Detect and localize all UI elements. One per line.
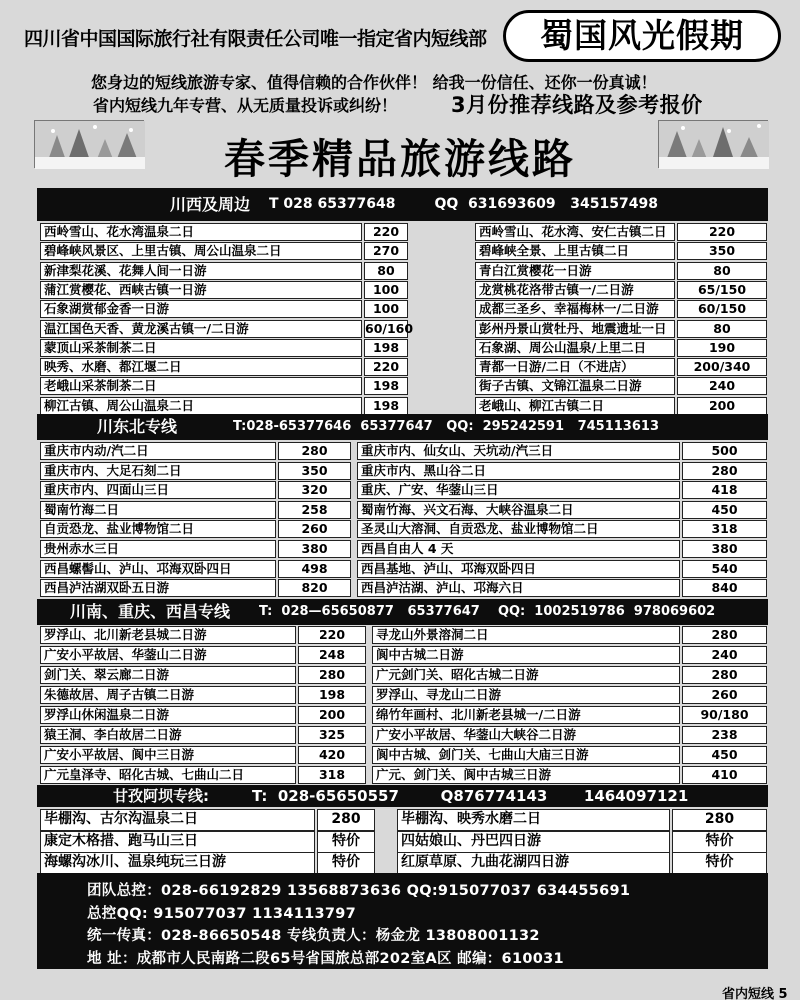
route-price: 80	[364, 262, 408, 280]
route-price: 198	[364, 377, 408, 395]
fax-contact: 统一传真：028-86650548 专线负责人：杨金龙 13808001132	[87, 928, 540, 944]
page-label: 省内短线 5	[722, 987, 788, 1002]
route-price: 240	[677, 377, 767, 395]
snow-scene-image	[34, 120, 144, 168]
route-price: 240	[682, 646, 767, 664]
route-price: 100	[364, 300, 408, 318]
section-contact: T: 028-65650557 Q876774143 1464097121	[252, 787, 689, 805]
route-price: 270	[364, 242, 408, 260]
route-price: 198	[364, 397, 408, 415]
route-name: 老峨山、柳江古镇二日	[475, 397, 675, 415]
route-price: 320	[278, 481, 351, 499]
route-row	[37, 665, 768, 685]
route-name: 广元皇泽寺、昭化古城、七曲山二日	[40, 766, 296, 784]
route-row	[37, 745, 768, 765]
route-price: 350	[677, 242, 767, 260]
route-price: 258	[278, 501, 351, 519]
route-name: 西昌泸沽湖双卧五日游	[40, 579, 276, 597]
route-price: 450	[682, 746, 767, 764]
route-row	[37, 645, 768, 665]
route-price: 220	[298, 626, 366, 644]
section-title: 川西及周边	[170, 195, 251, 214]
route-row	[37, 261, 768, 281]
route-price: 325	[298, 726, 366, 744]
route-name: 西岭雪山、花水湾、安仁古镇二日	[475, 223, 675, 241]
route-name: 街子古镇、文锦江温泉二日游	[475, 377, 675, 395]
route-name: 广元剑门关、昭化古城二日游	[372, 666, 680, 684]
route-row	[37, 500, 768, 520]
route-price: 500	[682, 442, 767, 460]
route-row	[37, 808, 768, 828]
route-price: 238	[682, 726, 767, 744]
route-price: 318	[298, 766, 366, 784]
route-row	[37, 578, 768, 598]
section-contact: T 028 65377648 QQ 631693609 345157498	[269, 196, 658, 212]
route-name: 罗浮山、寻龙山二日游	[372, 686, 680, 704]
route-row	[37, 539, 768, 559]
route-price: 190	[677, 339, 767, 357]
route-name: 阆中古城二日游	[372, 646, 680, 664]
route-row	[37, 851, 768, 871]
route-price: 280	[682, 666, 767, 684]
route-name: 西昌泸沽湖、泸山、邛海六日	[357, 579, 680, 597]
snow-scene-image	[658, 120, 768, 168]
route-name: 剑门关、翠云廊二日游	[40, 666, 296, 684]
route-name: 重庆市内、四面山三日	[40, 481, 276, 499]
route-price: 65/150	[677, 281, 767, 299]
section-contact: T: 028—65650877 65377647 QQ: 1002519786 978069602	[259, 604, 716, 619]
route-price: 198	[364, 339, 408, 357]
route-price: 418	[682, 481, 767, 499]
route-name: 映秀、水磨、都江堰二日	[40, 358, 362, 376]
contact-footer	[37, 873, 768, 969]
route-price: 220	[364, 223, 408, 241]
route-name: 西岭雪山、花水湾温泉二日	[40, 223, 362, 241]
route-row	[37, 705, 768, 725]
route-name: 自贡恐龙、盐业博物馆二日	[40, 520, 276, 538]
route-name: 西昌螺髻山、泸山、邛海双卧四日	[40, 560, 276, 578]
route-row	[37, 241, 768, 261]
section-contact: T:028-65377646 65377647 QQ: 295242591 745113613	[233, 419, 659, 434]
route-name: 西昌基地、泸山、邛海双卧四日	[357, 560, 680, 578]
route-price: 540	[682, 560, 767, 578]
route-name: 广安小平故居、华蓥山大峡谷二日游	[372, 726, 680, 744]
route-price: 280	[672, 809, 767, 831]
route-name: 朱德故居、周子古镇二日游	[40, 686, 296, 704]
route-price: 280	[682, 462, 767, 480]
route-name: 青白江赏樱花一日游	[475, 262, 675, 280]
route-price: 特价	[672, 831, 767, 853]
route-row	[37, 480, 768, 500]
team-contact: 团队总控：028-66192829 13568873636 QQ:915077037 634455691	[87, 883, 631, 899]
route-name: 碧峰峡全景、上里古镇二日	[475, 242, 675, 260]
route-price: 200	[298, 706, 366, 724]
route-name: 重庆市内动/汽二日	[40, 442, 276, 460]
route-row	[37, 441, 768, 461]
route-price: 200	[677, 397, 767, 415]
section-header	[37, 785, 768, 807]
qq-contact: 总控QQ: 915077037 1134113797	[87, 906, 357, 922]
route-row	[37, 625, 768, 645]
route-row	[37, 376, 768, 396]
slogan-line: 您身边的短线旅游专家、值得信赖的合作伙伴！ 给我一份信任、还你一份真诚！	[91, 73, 657, 92]
route-name: 蜀南竹海、兴文石海、大峡谷温泉二日	[357, 501, 680, 519]
route-row	[37, 222, 768, 242]
route-name: 贵州赤水三日	[40, 540, 276, 558]
route-price: 80	[677, 320, 767, 338]
route-price: 100	[364, 281, 408, 299]
route-name: 毕棚沟、古尔沟温泉二日	[40, 809, 315, 831]
route-name: 四姑娘山、丹巴四日游	[397, 831, 670, 853]
route-name: 石象湖赏郁金香一日游	[40, 300, 362, 318]
route-name: 成都三圣乡、幸福梅林一/二日游	[475, 300, 675, 318]
section-header	[37, 188, 768, 221]
route-name: 老峨山采茶制茶二日	[40, 377, 362, 395]
route-name: 蜀南竹海二日	[40, 501, 276, 519]
route-name: 毕棚沟、映秀水磨二日	[397, 809, 670, 831]
route-name: 柳江古镇、周公山温泉二日	[40, 397, 362, 415]
route-row	[37, 725, 768, 745]
route-name: 蒲江赏樱花、西峡古镇一日游	[40, 281, 362, 299]
route-price: 318	[682, 520, 767, 538]
section-title: 甘孜阿坝专线:	[113, 787, 209, 805]
route-row	[37, 338, 768, 358]
route-name: 康定木格措、跑马山三日	[40, 831, 315, 853]
route-price: 280	[298, 666, 366, 684]
route-row	[37, 519, 768, 539]
route-price: 特价	[317, 831, 375, 853]
route-name: 绵竹年画村、北川新老县城一/二日游	[372, 706, 680, 724]
slogan-line-2: 省内短线九年专营、从无质量投诉或纠纷！	[93, 96, 398, 115]
route-price: 840	[682, 579, 767, 597]
route-price: 380	[278, 540, 351, 558]
route-row	[37, 765, 768, 785]
route-price: 450	[682, 501, 767, 519]
route-row	[37, 319, 768, 339]
route-name: 碧峰峡风景区、上里古镇、周公山温泉二日	[40, 242, 362, 260]
route-row	[37, 357, 768, 377]
route-name: 寻龙山外景溶洞二日	[372, 626, 680, 644]
route-price: 380	[682, 540, 767, 558]
agency-name: 四川省中国国际旅行社有限责任公司唯一指定省内短线部	[24, 28, 487, 50]
route-name: 青都一日游/二日（不进店）	[475, 358, 675, 376]
route-name: 罗浮山、北川新老县城二日游	[40, 626, 296, 644]
section-title: 川东北专线	[97, 417, 178, 436]
route-name: 西昌自由人 4 天	[357, 540, 680, 558]
monthly-recommendation: 3月份推荐线路及参考报价	[451, 93, 703, 117]
section-header	[37, 414, 768, 440]
route-price: 280	[278, 442, 351, 460]
route-name: 圣灵山大溶洞、自贡恐龙、盐业博物馆二日	[357, 520, 680, 538]
route-price: 60/160	[365, 320, 414, 336]
route-name: 重庆市内、仙女山、天坑动/汽三日	[357, 442, 680, 460]
route-name: 重庆市内、黑山谷二日	[357, 462, 680, 480]
route-price: 80	[677, 262, 767, 280]
route-name: 龙赏桃花洛带古镇一/二日游	[475, 281, 675, 299]
route-price: 60/150	[677, 300, 767, 318]
page-title: 春季精品旅游线路	[224, 135, 576, 183]
address: 地 址：成都市人民南路二段65号省国旅总部202室A区 邮编：610031	[87, 951, 564, 967]
route-name: 石象湖、周公山温泉/上里二日	[475, 339, 675, 357]
route-price: 260	[682, 686, 767, 704]
route-name: 蒙顶山采茶制茶二日	[40, 339, 362, 357]
route-price: 350	[278, 462, 351, 480]
route-name: 新津梨花溪、花舞人间一日游	[40, 262, 362, 280]
route-name: 广安小平故居、华蓥山二日游	[40, 646, 296, 664]
route-price: 820	[278, 579, 351, 597]
route-name: 海螺沟冰川、温泉纯玩三日游	[40, 852, 315, 874]
route-price: 220	[364, 358, 408, 376]
route-price: 248	[298, 646, 366, 664]
route-price: 410	[682, 766, 767, 784]
route-name: 彭州丹景山赏牡丹、地震遗址一日	[475, 320, 675, 338]
route-name: 重庆、广安、华蓥山三日	[357, 481, 680, 499]
route-price: 260	[278, 520, 351, 538]
brand-logo: 蜀国风光假期	[503, 10, 781, 62]
route-name: 重庆市内、大足石刻二日	[40, 462, 276, 480]
route-name: 罗浮山休闲温泉二日游	[40, 706, 296, 724]
route-price: 220	[677, 223, 767, 241]
route-name: 广元、剑门关、阆中古城三日游	[372, 766, 680, 784]
route-price: 200/340	[677, 358, 767, 376]
route-name: 广安小平故居、阆中三日游	[40, 746, 296, 764]
route-price: 特价	[317, 852, 375, 874]
route-row	[37, 559, 768, 579]
route-price: 498	[278, 560, 351, 578]
route-name: 红原草原、九曲花湖四日游	[397, 852, 670, 874]
route-row	[37, 299, 768, 319]
route-price: 280	[317, 809, 375, 831]
route-row	[37, 461, 768, 481]
route-row	[37, 280, 768, 300]
route-name: 阆中古城、剑门关、七曲山大庙三日游	[372, 746, 680, 764]
route-price: 90/180	[682, 706, 767, 724]
section-header	[37, 599, 768, 625]
route-row	[37, 396, 768, 416]
route-name: 猿王洞、李白故居二日游	[40, 726, 296, 744]
route-price: 420	[298, 746, 366, 764]
route-price: 特价	[672, 852, 767, 874]
route-row	[37, 685, 768, 705]
section-title: 川南、重庆、西昌专线	[70, 602, 231, 621]
route-price: 280	[682, 626, 767, 644]
route-name: 温江国色天香、黄龙溪古镇一/二日游	[40, 320, 362, 338]
route-row	[37, 830, 768, 850]
route-price: 198	[298, 686, 366, 704]
